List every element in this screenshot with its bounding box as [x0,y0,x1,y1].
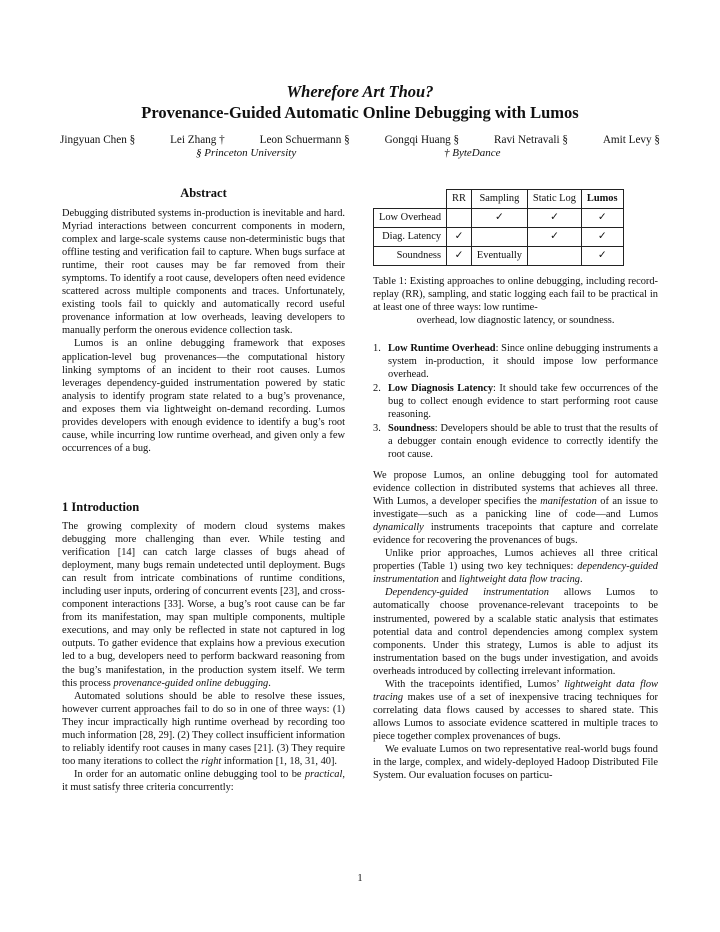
comparison-table [373,189,624,266]
table-caption: Table 1: Existing approaches to online debugging, including record-replay (RR), sampling, and static logging each fail to be practical in at least one of three ways: low runtime- overhead, low diagnostic latency, or soundness. [373,276,658,327]
table-cell: ✓ [471,209,527,228]
title-block [0,82,720,123]
body-paragraph: With the tracepoints identified, Lumos’ lightweight data flow tracing makes use of a set of inexpensive tracing techniques for correlating data flows caused by accesses to shared state. This allows Lumos to associate evidence scattered in multiple traces to piece together complex provenances of bugs. [373,678,658,742]
table-cell [447,209,472,228]
author: Jingyuan Chen § [60,134,136,146]
table-corner-cell [374,190,447,209]
body-paragraph: Dependency-guided instrumentation allows Lumos to automatically choose provenance-relevant tracepoints to be instrumented, powered by a scalable static analysis that estimates potential data and control dependencies among complex system components. Under this strategy, Lumos is able to adjust its instrumentation based on the bugs under investigation, and avoids overheads introduced by collecting irrelevant information. [373,587,658,677]
table-cell: ✓ [581,247,623,266]
abstract-paragraph: Lumos is an online debugging framework that exposes application-level bug provenances—the computational history linking symptoms of an incident to their root causes. Lumos leverages dependency-guided instrumentation powered by static analysis to identify program state related to a bug’s provenance, and exposes them via lightweight on-demand recording. Lumos provides developers with enough evidence to identify a bug’s root cause, while incurring low runtime overhead, and given only a few occurrences of a bug. [62,338,345,454]
body-paragraph: We evaluate Lumos on two representative real-world bugs found in the large, complex, and widely-deployed Hadoop Distributed File System. Our evaluation focuses on particu- [373,743,658,782]
table-cell: ✓ [581,228,623,247]
table-header-row [374,190,624,209]
table-header-cell: Static Log [527,190,581,209]
table-row [374,247,624,266]
table-row [374,228,624,247]
body-paragraph: Unlike prior approaches, Lumos achieves all three critical properties (Table 1) using two key techniques: dependency-guided instrumentation and lightweight data flow tracing. [373,548,658,586]
intro-paragraph: Automated solutions should be able to resolve these issues, however current approaches fail to do so in one of three ways: (1) They incur impractically high runtime overhead by recording too much information [28, 29]. (2) They collect insufficient information to reliably identify root causes in many cases [21]. (3) They require too many iterations to collect the right information [1, 18, 31, 40]. [62,690,345,767]
abstract-heading: Abstract [180,186,227,200]
table-cell: ✓ [447,247,472,266]
criteria-item: 2. Low Diagnosis Latency: It should take few occurrences of the bug to collect enough evidence to start performing root cause reasoning. [373,383,658,421]
section-heading-introduction: 1 Introduction [62,500,140,514]
table-cell: ✓ [447,228,472,247]
author: Ravi Netravali § [494,134,568,146]
affiliation-bytedance: † ByteDance [444,147,501,159]
author: Gongqi Huang § [384,134,460,146]
table-cell: ✓ [527,228,581,247]
table-header-cell: Sampling [471,190,527,209]
table-cell: ✓ [581,209,623,228]
table-header-cell: RR [447,190,472,209]
table-row-label: Low Overhead [374,209,447,228]
author-list [60,133,660,147]
intro-paragraph: In order for an automatic online debugging tool to be practical, it must satisfy three criteria concurrently: [62,768,345,793]
affiliation-princeton: § Princeton University [196,147,297,159]
criteria-item: 1. Low Runtime Overhead: Since online debugging instruments a system in-production, it should impose low performance overhead. [373,343,658,381]
abstract-body [62,207,345,455]
abstract-paragraph: Debugging distributed systems in-production is inevitable and hard. Myriad interactions between concurrent components in modern, complex and large-scale systems cause non-deterministic bugs that offline testing and verification fail to capture. When bugs surface at runtime, their root causes may be far removed from their symptoms. To identify a root cause, developers often need evidence scattered across multiple components and traces. Unfortunately, existing tools fail to quickly and automatically record useful provenance information at low overheads, leaving developers to manually perform the onerous evidence collection task. [62,208,345,337]
table-row-label: Diag. Latency [374,228,447,247]
author: Leon Schuermann § [259,134,350,146]
table-cell [471,228,527,247]
table-row [374,209,624,228]
criteria-item: 3. Soundness: Developers should be able to trust that the results of a debugger contain enough evidence to correctly identify the root cause. [373,423,658,461]
introduction-body [62,520,345,794]
criteria-list [373,342,658,462]
body-paragraph: We propose Lumos, an online debugging tool for automated evidence collection in distributed systems that achieves all three. With Lumos, a developer specifies the manifestation of an issue to investigate—such as a panicking line of code—and Lumos dynamically instruments tracepoints that capture and correlate evidence for recovering the provenances of bugs. [373,470,658,547]
table-row-label: Soundness [374,247,447,266]
table-cell [527,247,581,266]
title-line-2: Provenance-Guided Automatic Online Debugging with Lumos [141,103,579,122]
table-cell: ✓ [527,209,581,228]
table-cell: Eventually [471,247,527,266]
intro-paragraph: The growing complexity of modern cloud systems makes debugging more challenging than ever. While testing and verification [14] can catch large classes of bugs ahead of deployment, many bugs remain undetected until deployment. Bugs can result from intricate combinations of runtime conditions, including user inputs, ordering of concurrent events [23], and cross-component interactions [33]. Worse, a bug’s root cause can be far from its manifestation, may span multiple components, multiple executions, and may only be reflected in state not captured in log outputs. To gather evidence that explains how a previous execution led to a bug, developers need to perform backward reasoning from the bug’s manifestation, in the production system itself. We term this process provenance-guided online debugging. [62,521,345,689]
author: Lei Zhang † [170,134,225,146]
table-header-cell: Lumos [581,190,623,209]
right-column-body [373,469,658,782]
page-number: 1 [357,873,363,884]
title-line-1: Wherefore Art Thou? [286,82,434,101]
author: Amit Levy § [602,134,660,146]
